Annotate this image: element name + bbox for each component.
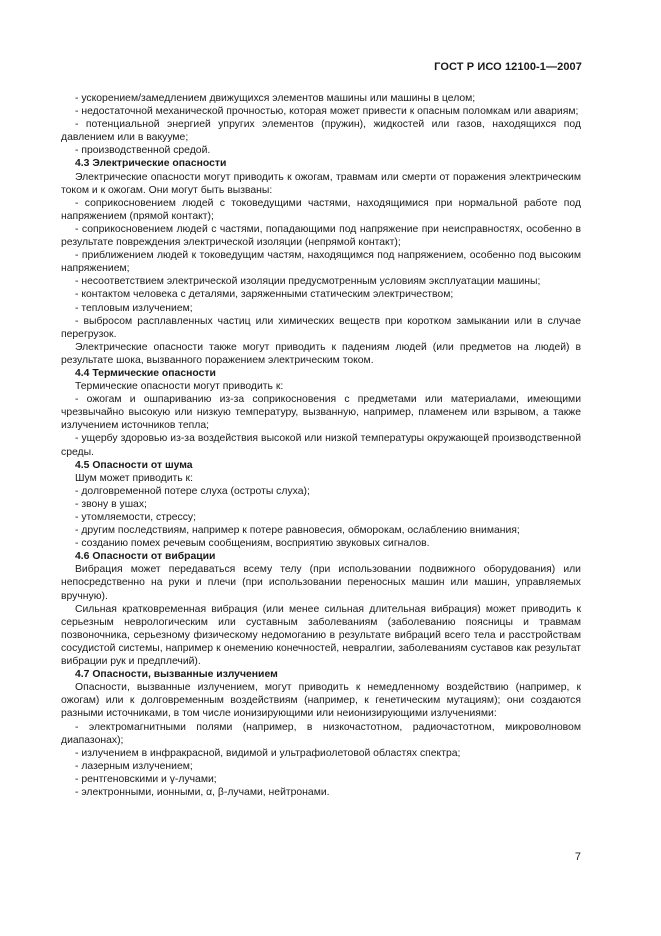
- list-item: - приближением людей к токоведущим частям, находящимся под напряжением, особенно под высоким напряжением;: [61, 250, 581, 275]
- list-item: - излучением в инфракрасной, видимой и ультрафиолетовой областях спектра;: [75, 747, 461, 759]
- section-heading: 4.4 Термические опасности: [75, 367, 216, 379]
- list-item: - соприкосновением людей с частями, попадающими под напряжение при неисправностях, особенно в результате повреждения электрической изоляции (непрямой контакт);: [61, 223, 581, 249]
- list-item: - соприкосновением людей с токоведущими частями, находящимися при нормальной работе под напряжением (прямой контакт);: [61, 197, 581, 222]
- list-item: - ущербу здоровью из-за воздействия высокой или низкой температуры окружающей производственной среды.: [61, 433, 581, 458]
- list-item: - другим последствиям, например к потере равновесия, обморокам, ослаблению внимания;: [75, 525, 520, 537]
- paragraph: Шум может приводить к:: [75, 472, 193, 484]
- list-item: - долговременной потере слуха (остроты слуха);: [75, 485, 310, 497]
- list-item: - звону в ушах;: [75, 498, 147, 510]
- document-body: [61, 92, 581, 799]
- section-heading: 4.5 Опасности от шума: [75, 459, 193, 471]
- list-item: - несоответствием электрической изоляции предусмотренным условиям эксплуатации машины;: [75, 276, 541, 288]
- section-heading: 4.6 Опасности от вибрации: [75, 551, 216, 563]
- paragraph: Вибрация может передаваться всему телу (при использовании подвижного оборудования) или непосредственно на руки и плечи (при использовании переносных машин или машин, управляемых вручную).: [61, 564, 581, 602]
- document-header: ГОСТ Р ИСО 12100-1—2007: [434, 61, 582, 73]
- section-heading: 4.3 Электрические опасности: [75, 158, 227, 170]
- page-number: 7: [574, 851, 581, 863]
- list-item: - недостаточной механической прочностью, которая может привести к опасным поломкам или авариям;: [75, 106, 579, 118]
- list-item: - рентгеновскими и γ-лучами;: [75, 773, 217, 785]
- paragraph: Сильная кратковременная вибрация (или менее сильная длительная вибрация) может приводить к серьезным неврологическим или суставным заболеваниям (заболеванию поясницы и травмам позвоночника, серьезному физическому недомоганию в результате вибраций всего тела и расстройствам сосудистой системы, например к онемению конечностей, невралгии, заболеваниям суставов как результат вибрации рук и предплечий).: [61, 603, 581, 668]
- list-item: - ускорением/замедлением движущихся элементов машины или машины в целом;: [75, 93, 476, 104]
- section-heading: 4.7 Опасности, вызванные излучением: [75, 669, 278, 681]
- list-item: - ожогам и ошпариванию из-за соприкосновения с предметами или материалами, имеющими чрезвычайно высокую или низкую температуру, вызванную, например, пламенем или взрывом, а также излучением источников тепла;: [61, 394, 581, 432]
- list-item: - тепловым излучением;: [75, 302, 193, 314]
- list-item: - созданию помех речевым сообщениям, восприятию звуковых сигналов.: [75, 538, 430, 550]
- list-item: - электромагнитными полями (например, в низкочастотном, радиочастотном, микроволновом диапазонах);: [61, 721, 581, 746]
- paragraph: Опасности, вызванные излучением, могут приводить к немедленному воздействию (например, к ожогам) или к долговременным воздействиям (например, к генетическим мутациям); они создаются разными источниками, в том числе ионизирующими или неионизирующими излучениями:: [61, 682, 581, 720]
- list-item: - электронными, ионными, α, β-лучами, нейтронами.: [75, 786, 330, 798]
- paragraph: Электрические опасности могут приводить к ожогам, травмам или смерти от поражения электрическим током и к ожогам. Они могут быть вызваны:: [61, 171, 581, 196]
- list-item: - лазерным излучением;: [75, 760, 193, 772]
- paragraph: Термические опасности могут приводить к:: [75, 381, 284, 393]
- list-item: - потенциальной энергией упругих элементов (пружин), жидкостей или газов, находящихся под давлением или в вакууме;: [61, 119, 581, 144]
- list-item: - производственной средой.: [75, 145, 211, 157]
- paragraph: Электрические опасности также могут приводить к падениям людей (или предметов на людей) в результате шока, вызванного поражением электрическим током.: [61, 341, 581, 366]
- list-item: - контактом человека с деталями, заряженными статическим электричеством;: [75, 289, 454, 301]
- list-item: - выбросом расплавленных частиц или химических веществ при коротком замыкании или в случае перегрузок.: [61, 315, 581, 340]
- list-item: - утомляемости, стрессу;: [75, 512, 197, 523]
